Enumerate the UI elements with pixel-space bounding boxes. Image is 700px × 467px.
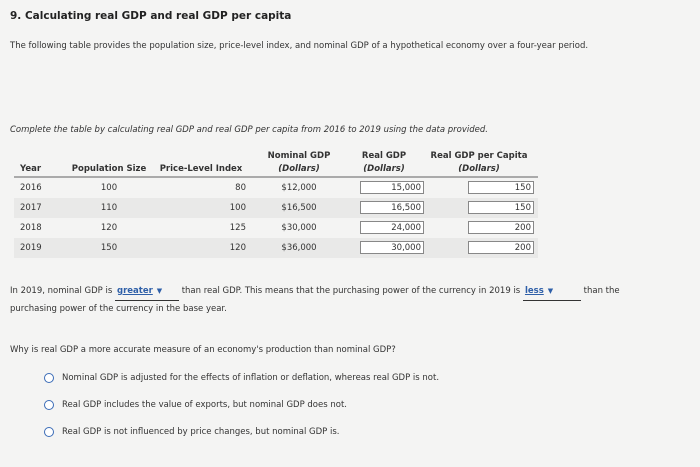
para-text-1: In 2019, nominal GDP is: [10, 286, 113, 296]
cell-pli: 120: [156, 238, 254, 258]
answer-option[interactable]: [44, 427, 339, 437]
table-row: [14, 218, 538, 238]
instruction-text: Complete the table by calculating real GDP and real GDP per capita from 2016 to 2019 using the data provided.: [10, 125, 488, 135]
radio-button[interactable]: [44, 373, 54, 383]
table-row: [14, 177, 538, 198]
gdp-table: [14, 150, 538, 258]
cell-population: 100: [62, 177, 156, 198]
question-text: Why is real GDP a more accurate measure of an economy's production than nominal GDP?: [10, 345, 396, 355]
table-row: [14, 238, 538, 258]
header-real: Real GDP: [361, 151, 407, 161]
cell-year: 2018: [14, 218, 62, 238]
cell-population: 120: [62, 218, 156, 238]
answer-option[interactable]: [44, 400, 347, 410]
para-text-4: purchasing power of the currency in the base year.: [10, 304, 227, 314]
header-nominal-unit: (Dollars): [278, 164, 320, 174]
cell-pli: 100: [156, 198, 254, 218]
answer-option[interactable]: [44, 373, 439, 383]
cell-pli: 80: [156, 177, 254, 198]
answer-paragraph: [10, 283, 690, 318]
option-label: Real GDP is not influenced by price changes, but nominal GDP is.: [62, 427, 340, 437]
cell-year: 2019: [14, 238, 62, 258]
cell-population: 150: [62, 238, 156, 258]
para-text-2: than real GDP. This means that the purchasing power of the currency in 2019 is: [181, 286, 521, 296]
table-row: [14, 198, 538, 218]
dropdown-value: greater: [116, 286, 153, 296]
real-gdp-input[interactable]: 24,000: [360, 221, 424, 234]
radio-button[interactable]: [44, 400, 54, 410]
header-year: Year: [14, 163, 62, 177]
header-nominal: Nominal GDP: [267, 151, 331, 161]
option-label: Real GDP includes the value of exports, but nominal GDP does not.: [62, 400, 347, 410]
para-text-3: than the: [583, 286, 620, 296]
comparison-dropdown[interactable]: [115, 283, 179, 301]
cell-nominal: $16,500: [254, 198, 344, 218]
cell-year: 2017: [14, 198, 62, 218]
intro-text: The following table provides the population size, price-level index, and nominal GDP of a hypothetical economy over a four-year period.: [10, 41, 589, 51]
real-gdp-per-capita-input[interactable]: 150: [468, 201, 534, 214]
header-population: Population Size: [62, 163, 156, 177]
header-percap-unit: (Dollars): [458, 164, 500, 174]
real-gdp-input[interactable]: 16,500: [360, 201, 424, 214]
question-title: 9. Calculating real GDP and real GDP per capita: [10, 10, 292, 22]
option-label: Nominal GDP is adjusted for the effects of inflation or deflation, whereas real GDP is not.: [62, 373, 440, 383]
radio-button[interactable]: [44, 427, 54, 437]
real-gdp-input[interactable]: 30,000: [360, 241, 424, 254]
chevron-down-icon: ▼: [547, 287, 554, 295]
cell-pli: 125: [156, 218, 254, 238]
header-pli: Price-Level Index: [156, 163, 254, 177]
real-gdp-per-capita-input[interactable]: 150: [468, 181, 534, 194]
cell-nominal: $12,000: [254, 177, 344, 198]
cell-year: 2016: [14, 177, 62, 198]
cell-nominal: $30,000: [254, 218, 344, 238]
purchasing-power-dropdown[interactable]: [523, 283, 581, 301]
chevron-down-icon: ▼: [156, 287, 163, 295]
real-gdp-per-capita-input[interactable]: 200: [468, 221, 534, 234]
real-gdp-input[interactable]: 15,000: [360, 181, 424, 194]
dropdown-value: less: [524, 286, 544, 296]
cell-population: 110: [62, 198, 156, 218]
cell-nominal: $36,000: [254, 238, 344, 258]
header-percap: Real GDP per Capita: [430, 151, 528, 161]
header-real-unit: (Dollars): [363, 164, 405, 174]
real-gdp-per-capita-input[interactable]: 200: [468, 241, 534, 254]
